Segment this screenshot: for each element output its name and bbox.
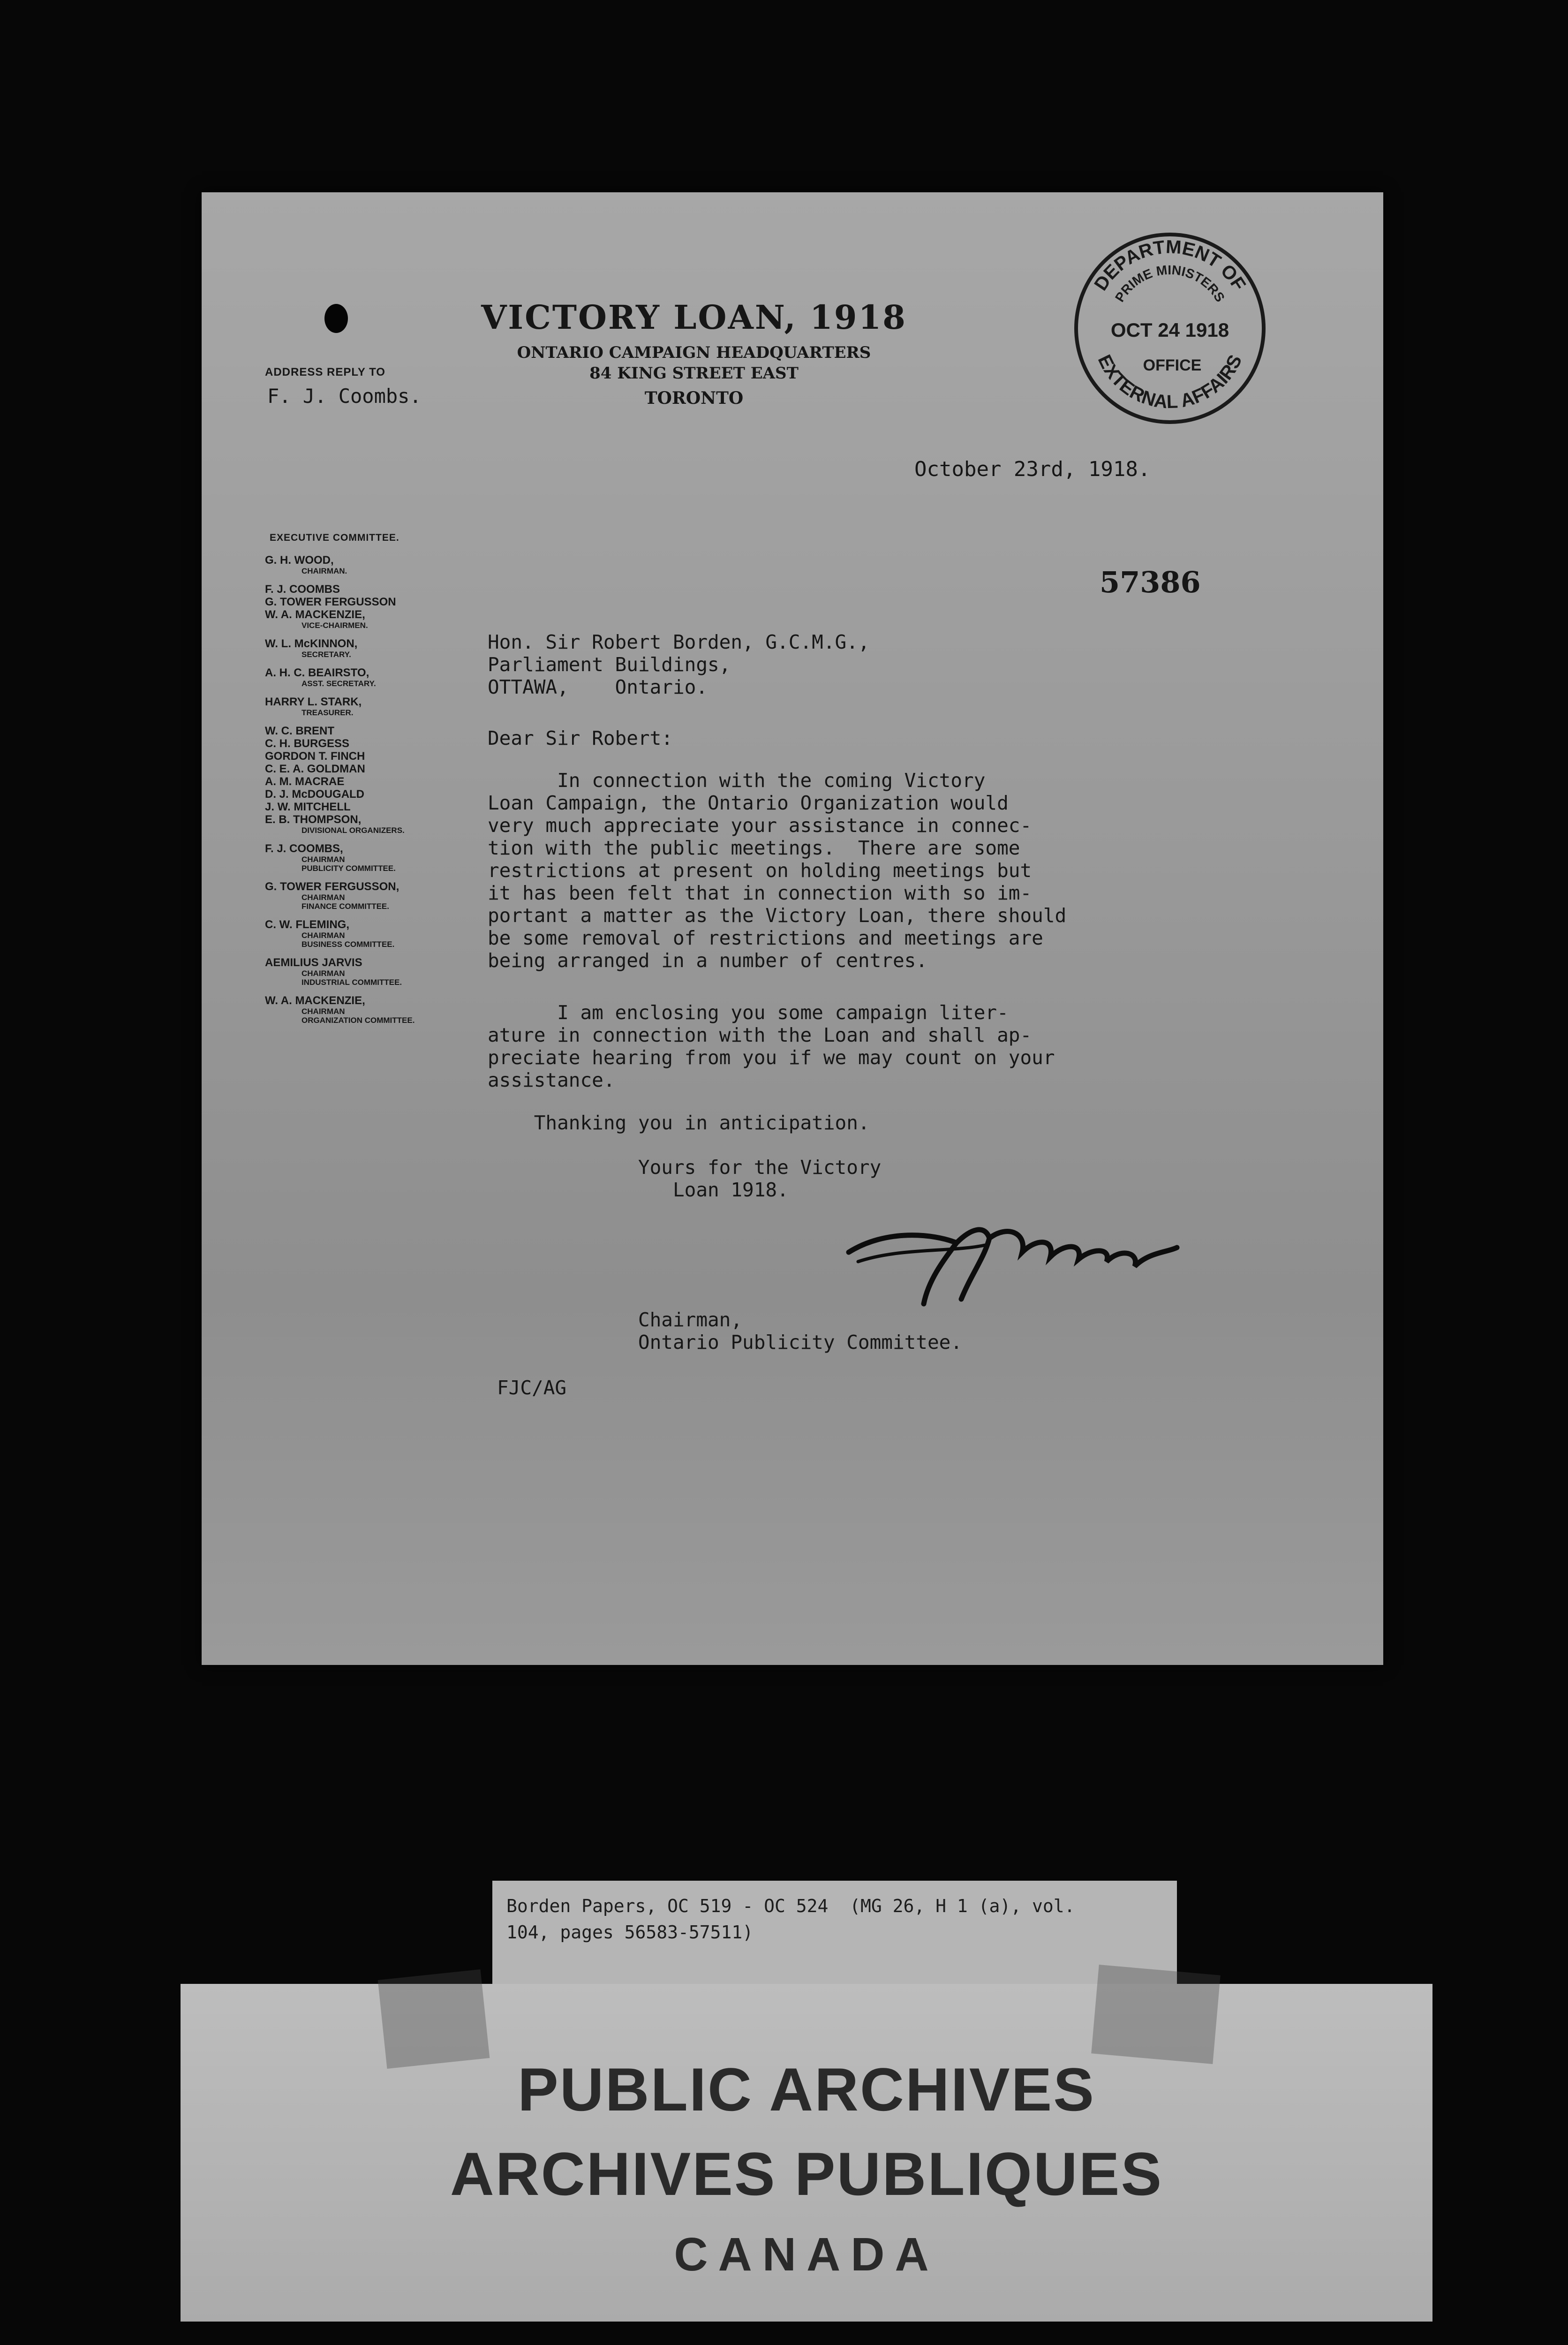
committee-member xyxy=(265,750,485,763)
reply-label: ADDRESS REPLY TO xyxy=(265,366,385,378)
committee-member xyxy=(265,788,485,801)
committee-member-name: E. B. THOMPSON, xyxy=(265,813,362,826)
committee-members xyxy=(265,554,485,1025)
archives-line-english: PUBLIC ARCHIVES xyxy=(518,2055,1095,2124)
stamp-date: OCT 24 1918 xyxy=(1110,319,1229,341)
committee-member xyxy=(265,737,485,750)
archives-line-french: ARCHIVES PUBLIQUES xyxy=(450,2140,1163,2208)
thanks-line: Thanking you in anticipation. xyxy=(488,1112,870,1134)
reply-name: F. J. Coombs. xyxy=(267,385,422,408)
signature-graphic xyxy=(830,1196,1196,1309)
committee-member-name: F. J. COOMBS xyxy=(265,583,340,596)
signer-title: Chairman, Ontario Publicity Committee. xyxy=(638,1309,963,1354)
committee-member xyxy=(265,596,485,608)
committee-member-role: SECRETARY. xyxy=(302,650,351,659)
committee-member xyxy=(265,554,485,575)
committee-member-name: G. TOWER FERGUSSON, xyxy=(265,880,400,893)
committee-heading: EXECUTIVE COMMITTEE. xyxy=(270,532,400,543)
committee-member xyxy=(265,842,485,873)
committee-member xyxy=(265,696,485,717)
letterhead-title: VICTORY LOAN, 1918 xyxy=(481,298,907,337)
committee-member-role: DIVISIONAL ORGANIZERS. xyxy=(302,826,405,835)
committee-member xyxy=(265,608,485,630)
reference-text: Borden Papers, OC 519 - OC 524 (MG 26, H 1 (a), vol. 104, pages 56583-57511) xyxy=(506,1896,1075,1943)
executive-committee-list xyxy=(265,532,485,1032)
committee-member-name: F. J. COOMBS, xyxy=(265,842,343,855)
committee-member xyxy=(265,813,485,835)
stamp-office: OFFICE xyxy=(1143,356,1202,374)
typist-initials: FJC/AG xyxy=(497,1377,567,1399)
stamp-bottom-arc: EXTERNAL AFFAIRS xyxy=(1093,351,1246,413)
committee-member-name: G. TOWER FERGUSSON xyxy=(265,596,396,608)
committee-member-role: TREASURER. xyxy=(302,708,354,717)
tape-right xyxy=(1091,1965,1221,2064)
committee-member xyxy=(265,583,485,596)
committee-member-name: C. E. A. GOLDMAN xyxy=(265,763,365,775)
committee-member-name: A. H. C. BEAIRSTO, xyxy=(265,666,369,679)
committee-member-name: C. H. BURGESS xyxy=(265,737,350,750)
committee-member xyxy=(265,666,485,688)
committee-member-role: CHAIRMAN ORGANIZATION COMMITTEE. xyxy=(302,1007,415,1025)
committee-member xyxy=(265,637,485,659)
committee-member-name: W. L. McKINNON, xyxy=(265,637,358,650)
committee-member-name: GORDON T. FINCH xyxy=(265,750,365,763)
letterhead-city: TORONTO xyxy=(644,388,744,408)
committee-member-name: AEMILIUS JARVIS xyxy=(265,956,362,969)
committee-member-name: A. M. MACRAE xyxy=(265,775,345,788)
letterhead-line2: 84 KING STREET EAST xyxy=(589,364,799,383)
committee-member-name: J. W. MITCHELL xyxy=(265,801,351,813)
committee-member-role: VICE-CHAIRMEN. xyxy=(302,621,368,630)
paragraph-2: I am enclosing you some campaign liter- ature in connection with the Loan and shall ap- preciate hearing from you if we may count on your assistance. xyxy=(488,1001,1055,1091)
committee-member-name: W. C. BRENT xyxy=(265,725,334,737)
archives-line-country: CANADA xyxy=(674,2228,939,2281)
committee-member-role: CHAIRMAN INDUSTRIAL COMMITTEE. xyxy=(302,969,402,987)
salutation: Dear Sir Robert: xyxy=(488,727,673,749)
received-stamp xyxy=(1071,230,1268,427)
committee-member-name: W. A. MACKENZIE, xyxy=(265,608,365,621)
handwritten-signature xyxy=(830,1196,1196,1309)
committee-member xyxy=(265,725,485,737)
letter-sheet xyxy=(202,192,1383,1665)
committee-member xyxy=(265,918,485,949)
public-archives-card xyxy=(181,1984,1432,2322)
committee-member xyxy=(265,763,485,775)
paragraph-1: In connection with the coming Victory Loan Campaign, the Ontario Organization would very much appreciate your assistance in connec- tion with the public meetings. There are some restrictions at present on holding meetings but it has been felt that in connection with so im- portant a matter as the Victory Loan, there should be some removal of restrictions and meetings are being arranged in a number of centres. xyxy=(488,769,1067,972)
committee-member-name: W. A. MACKENZIE, xyxy=(265,994,365,1007)
committee-member-role: CHAIRMAN PUBLICITY COMMITTEE. xyxy=(302,855,396,873)
letterhead-line1: ONTARIO CAMPAIGN HEADQUARTERS xyxy=(517,343,871,362)
stamp-inner-arc: PRIME MINISTERS xyxy=(1112,262,1228,305)
committee-member xyxy=(265,994,485,1025)
punch-hole xyxy=(324,304,348,333)
stamp-top-arc: DEPARTMENT OF xyxy=(1090,236,1250,295)
letter-date: October 23rd, 1918. xyxy=(914,457,1151,481)
committee-member xyxy=(265,956,485,987)
committee-member-name: D. J. McDOUGALD xyxy=(265,788,365,801)
committee-member-role: ASST. SECRETARY. xyxy=(302,679,376,688)
letterhead xyxy=(464,298,924,408)
committee-member-role: CHAIRMAN. xyxy=(302,567,347,575)
committee-member-name: C. W. FLEMING, xyxy=(265,918,349,931)
committee-member xyxy=(265,880,485,911)
addressee-block: Hon. Sir Robert Borden, G.C.M.G., Parliament Buildings, OTTAWA, Ontario. xyxy=(488,631,870,698)
committee-member xyxy=(265,801,485,813)
committee-member-name: G. H. WOOD, xyxy=(265,554,334,567)
closing: Yours for the Victory Loan 1918. xyxy=(638,1156,882,1201)
committee-member-name: HARRY L. STARK, xyxy=(265,696,362,708)
committee-member-role: CHAIRMAN BUSINESS COMMITTEE. xyxy=(302,931,395,949)
file-number: 57386 xyxy=(1100,565,1201,599)
stamp-graphic xyxy=(1071,230,1268,427)
committee-member-role: CHAIRMAN FINANCE COMMITTEE. xyxy=(302,893,389,911)
committee-member xyxy=(265,775,485,788)
